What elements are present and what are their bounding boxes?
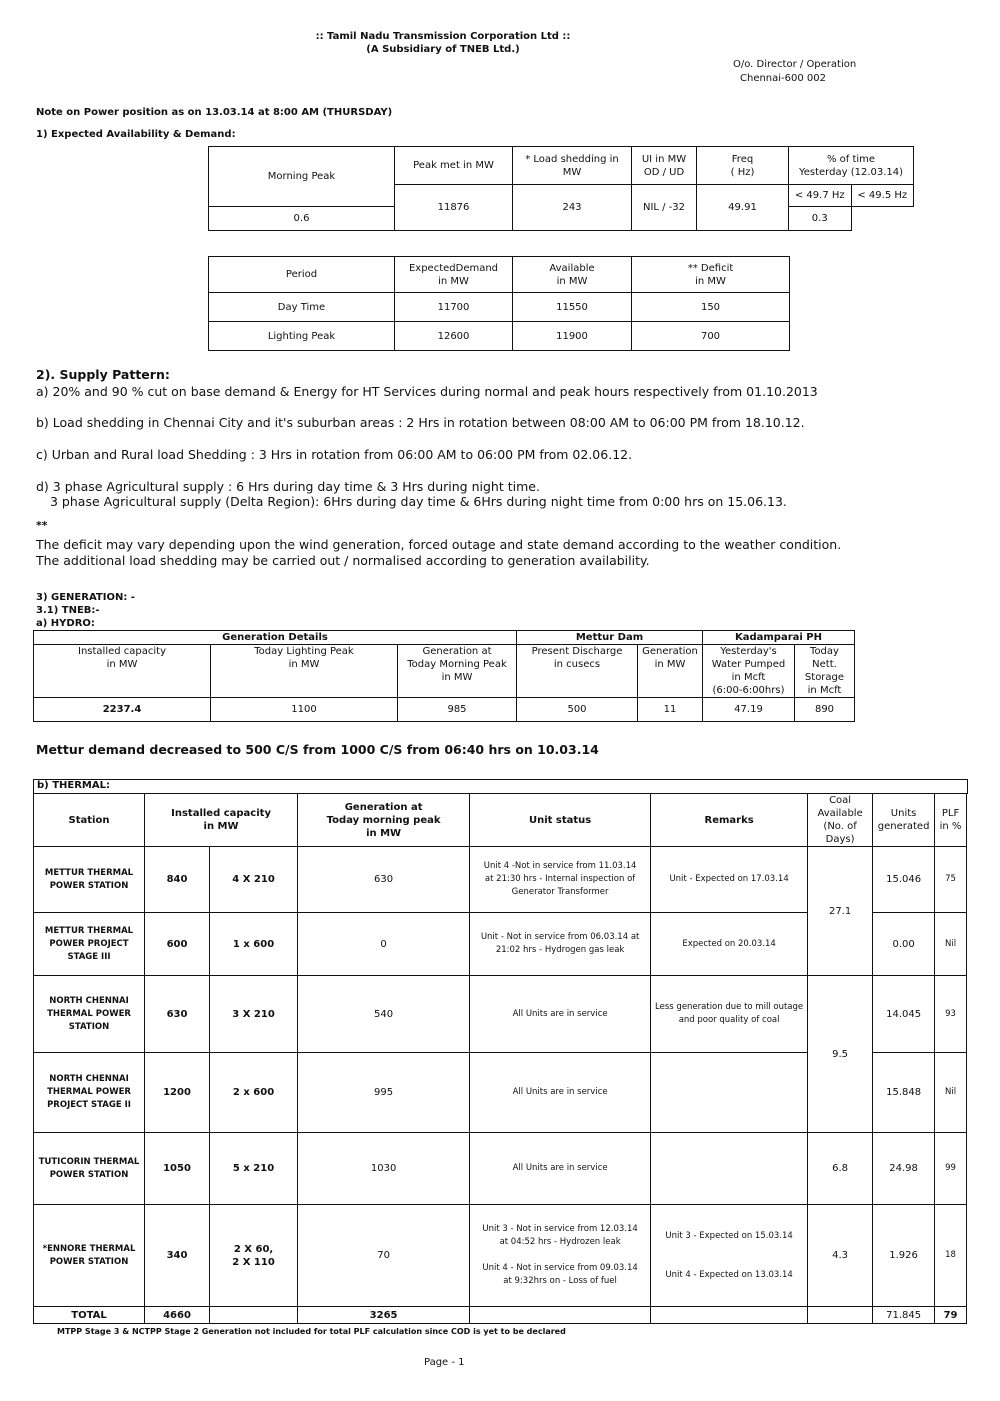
units-generated-cell: 15.046 bbox=[873, 847, 935, 913]
header-peak: Peak met in MW bbox=[395, 147, 513, 185]
lighting-peak-value: 1100 bbox=[211, 698, 398, 722]
header-installed: Installed capacity in MW bbox=[34, 645, 211, 698]
total-capacity: 4660 bbox=[145, 1307, 210, 1324]
thermal-title-bar bbox=[33, 779, 968, 794]
units-generated-cell: 1.926 bbox=[873, 1205, 935, 1307]
units-generated-cell: 14.045 bbox=[873, 976, 935, 1053]
total-plf: 79 bbox=[935, 1307, 967, 1324]
page-number: Page - 1 bbox=[424, 1357, 465, 1368]
units-generated-cell: 24.98 bbox=[873, 1133, 935, 1205]
coal-cell: 27.1 bbox=[808, 847, 873, 976]
generation-cell: 0 bbox=[298, 913, 470, 976]
installed-value: 2237.4 bbox=[34, 698, 211, 722]
water-pumped-value: 47.19 bbox=[703, 698, 795, 722]
total-generation: 3265 bbox=[298, 1307, 470, 1324]
table-row bbox=[209, 293, 790, 322]
table-row bbox=[34, 1205, 967, 1307]
peak-table bbox=[208, 146, 914, 231]
supply-b: b) Load shedding in Chennai City and it's suburban areas : 2 Hrs in rotation between 08:00 AM to 06:00 PM from 18.10.12. bbox=[36, 415, 805, 430]
table-row bbox=[34, 698, 855, 722]
header-storage: Today Nett. Storage in Mcft bbox=[795, 645, 855, 698]
capacity-cell: 600 bbox=[145, 913, 210, 976]
status-cell: All Units are in service bbox=[470, 1133, 651, 1205]
total-row bbox=[34, 1307, 967, 1324]
capacity-cell: 630 bbox=[145, 976, 210, 1053]
header-capacity: Installed capacity in MW bbox=[145, 794, 298, 847]
header-discharge: Present Discharge in cusecs bbox=[517, 645, 638, 698]
supply-a: a) 20% and 90 % cut on base demand & Energy for HT Services during normal and peak hours respectively from 01.10.2013 bbox=[36, 384, 818, 399]
header-pct-time: % of time Yesterday (12.03.14) bbox=[789, 147, 914, 185]
hydro-title: a) HYDRO: bbox=[36, 618, 95, 629]
plf-cell: 18 bbox=[935, 1205, 967, 1307]
total-units-generated: 71.845 bbox=[873, 1307, 935, 1324]
note-title: Note on Power position as on 13.03.14 at 8:00 AM (THURSDAY) bbox=[36, 107, 393, 118]
deficit-note: The deficit may vary depending upon the wind generation, forced outage and state demand according to the weather condition. The additional load shedding may be carried out / normalised according to generation availability. bbox=[36, 537, 842, 568]
units-config-cell: 4 X 210 bbox=[210, 847, 298, 913]
header-495: < 49.5 Hz bbox=[851, 185, 914, 207]
remarks-cell bbox=[651, 1133, 808, 1205]
discharge-value: 500 bbox=[517, 698, 638, 722]
supply-title: 2). Supply Pattern: bbox=[36, 367, 170, 382]
table-row bbox=[34, 847, 967, 913]
remarks-cell bbox=[651, 1053, 808, 1133]
freq-value: 49.91 bbox=[697, 185, 789, 231]
header-units-generated: Units generated bbox=[873, 794, 935, 847]
capacity-cell: 1050 bbox=[145, 1133, 210, 1205]
deficit-stars: ** bbox=[36, 519, 48, 532]
plf-cell: Nil bbox=[935, 1053, 967, 1133]
peak-value: 11876 bbox=[395, 185, 513, 231]
station-name: METTUR THERMAL POWER STATION bbox=[34, 847, 145, 913]
header-deficit: ** Deficit in MW bbox=[632, 257, 790, 293]
remarks-cell: Expected on 20.03.14 bbox=[651, 913, 808, 976]
header-expected-demand: ExpectedDemand in MW bbox=[395, 257, 513, 293]
group-mettur-dam: Mettur Dam bbox=[517, 631, 703, 645]
header-period: Period bbox=[209, 257, 395, 293]
plf-cell: 93 bbox=[935, 976, 967, 1053]
office-city: Chennai-600 002 bbox=[740, 73, 827, 84]
storage-value: 890 bbox=[795, 698, 855, 722]
remarks-cell: Unit - Expected on 17.03.14 bbox=[651, 847, 808, 913]
coal-cell: 4.3 bbox=[808, 1205, 873, 1307]
table-row bbox=[34, 1133, 967, 1205]
status-cell: All Units are in service bbox=[470, 976, 651, 1053]
plf-cell: 99 bbox=[935, 1133, 967, 1205]
value-497: 0.6 bbox=[209, 207, 395, 231]
total-label: TOTAL bbox=[34, 1307, 145, 1324]
units-config-cell: 5 x 210 bbox=[210, 1133, 298, 1205]
generation-title: 3) GENERATION: - bbox=[36, 592, 135, 603]
status-cell: Unit 3 - Not in service from 12.03.14 at 04:52 hrs - Hydrozen leak Unit 4 - Not in service from 09.03.14 at 9:32hrs on - Loss of fuel bbox=[470, 1205, 651, 1307]
deficit-cell: 150 bbox=[632, 293, 790, 322]
org-name: :: Tamil Nadu Transmission Corporation Ltd :: bbox=[315, 31, 571, 42]
generation-cell: 1030 bbox=[298, 1133, 470, 1205]
morning-peak-label: Morning Peak bbox=[209, 147, 395, 207]
status-cell: Unit 4 -Not in service from 11.03.14 at 21:30 hrs - Internal inspection of Generator Transformer bbox=[470, 847, 651, 913]
header-lighting-peak: Today Lighting Peak in MW bbox=[211, 645, 398, 698]
units-config-cell: 1 x 600 bbox=[210, 913, 298, 976]
coal-cell: 9.5 bbox=[808, 976, 873, 1133]
units-config-cell: 2 x 600 bbox=[210, 1053, 298, 1133]
station-name: NORTH CHENNAI THERMAL POWER STATION bbox=[34, 976, 145, 1053]
generation-cell: 995 bbox=[298, 1053, 470, 1133]
group-generation-details: Generation Details bbox=[34, 631, 517, 645]
header-remarks: Remarks bbox=[651, 794, 808, 847]
period-cell: Day Time bbox=[209, 293, 395, 322]
station-name: TUTICORIN THERMAL POWER STATION bbox=[34, 1133, 145, 1205]
supply-d2: 3 phase Agricultural supply (Delta Region): 6Hrs during day time & 6Hrs during night time from 0:00 hrs on 15.06.13. bbox=[50, 494, 787, 509]
mettur-note: Mettur demand decreased to 500 C/S from 1000 C/S from 06:40 hrs on 10.03.14 bbox=[36, 742, 599, 757]
section1-title: 1) Expected Availability & Demand: bbox=[36, 129, 236, 140]
table-row bbox=[209, 322, 790, 351]
header-ui: UI in MW OD / UD bbox=[632, 147, 697, 185]
deficit-cell: 700 bbox=[632, 322, 790, 351]
generation-cell: 630 bbox=[298, 847, 470, 913]
status-cell: All Units are in service bbox=[470, 1053, 651, 1133]
org-header bbox=[0, 30, 886, 56]
header-coal: Coal Available (No. of Days) bbox=[808, 794, 873, 847]
thermal-title: b) THERMAL: bbox=[37, 780, 110, 791]
office-name: O/o. Director / Operation bbox=[733, 59, 857, 70]
group-kadamparai: Kadamparai PH bbox=[703, 631, 855, 645]
ui-value: NIL / -32 bbox=[632, 185, 697, 231]
supply-c: c) Urban and Rural load Shedding : 3 Hrs in rotation from 06:00 AM to 06:00 PM from 02.06.12. bbox=[36, 447, 633, 462]
header-water-pumped: Yesterday's Water Pumped in Mcft (6:00-6:00hrs) bbox=[703, 645, 795, 698]
header-generation: Generation in MW bbox=[638, 645, 703, 698]
station-name: METTUR THERMAL POWER PROJECT STAGE III bbox=[34, 913, 145, 976]
tneb-title: 3.1) TNEB:- bbox=[36, 605, 100, 616]
table-row bbox=[34, 976, 967, 1053]
units-config-cell: 2 X 60, 2 X 110 bbox=[210, 1205, 298, 1307]
capacity-cell: 840 bbox=[145, 847, 210, 913]
office-address bbox=[733, 58, 856, 86]
header-load-shedding: * Load shedding in MW bbox=[513, 147, 632, 185]
units-config-cell: 3 X 210 bbox=[210, 976, 298, 1053]
header-unit-status: Unit status bbox=[470, 794, 651, 847]
header-freq: Freq ( Hz) bbox=[697, 147, 789, 185]
generation-value: 11 bbox=[638, 698, 703, 722]
footnote: MTPP Stage 3 & NCTPP Stage 2 Generation not included for total PLF calculation since COD is yet to be declared bbox=[57, 1327, 566, 1336]
thermal-table bbox=[33, 793, 967, 1324]
units-generated-cell: 15.848 bbox=[873, 1053, 935, 1133]
header-497: < 49.7 Hz bbox=[789, 185, 852, 207]
demand-cell: 12600 bbox=[395, 322, 513, 351]
header-generation: Generation at Today morning peak in MW bbox=[298, 794, 470, 847]
available-cell: 11900 bbox=[513, 322, 632, 351]
plf-cell: 75 bbox=[935, 847, 967, 913]
value-495: 0.3 bbox=[789, 207, 852, 231]
header-available: Available in MW bbox=[513, 257, 632, 293]
supply-d1: d) 3 phase Agricultural supply : 6 Hrs during day time & 3 Hrs during night time. bbox=[36, 479, 540, 494]
plf-cell: Nil bbox=[935, 913, 967, 976]
capacity-cell: 1200 bbox=[145, 1053, 210, 1133]
hydro-table bbox=[33, 630, 855, 722]
demand-table bbox=[208, 256, 790, 351]
period-cell: Lighting Peak bbox=[209, 322, 395, 351]
coal-cell: 6.8 bbox=[808, 1133, 873, 1205]
capacity-cell: 340 bbox=[145, 1205, 210, 1307]
station-name: *ENNORE THERMAL POWER STATION bbox=[34, 1205, 145, 1307]
load-shedding-value: 243 bbox=[513, 185, 632, 231]
header-morning-peak: Generation at Today Morning Peak in MW bbox=[398, 645, 517, 698]
header-plf: PLF in % bbox=[935, 794, 967, 847]
remarks-cell: Less generation due to mill outage and poor quality of coal bbox=[651, 976, 808, 1053]
status-cell: Unit - Not in service from 06.03.14 at 21:02 hrs - Hydrogen gas leak bbox=[470, 913, 651, 976]
generation-cell: 540 bbox=[298, 976, 470, 1053]
org-subsidiary: (A Subsidiary of TNEB Ltd.) bbox=[366, 44, 520, 55]
morning-peak-value: 985 bbox=[398, 698, 517, 722]
header-station: Station bbox=[34, 794, 145, 847]
generation-headings bbox=[36, 591, 135, 630]
station-name: NORTH CHENNAI THERMAL POWER PROJECT STAGE II bbox=[34, 1053, 145, 1133]
units-generated-cell: 0.00 bbox=[873, 913, 935, 976]
generation-cell: 70 bbox=[298, 1205, 470, 1307]
demand-cell: 11700 bbox=[395, 293, 513, 322]
available-cell: 11550 bbox=[513, 293, 632, 322]
remarks-cell: Unit 3 - Expected on 15.03.14 Unit 4 - Expected on 13.03.14 bbox=[651, 1205, 808, 1307]
